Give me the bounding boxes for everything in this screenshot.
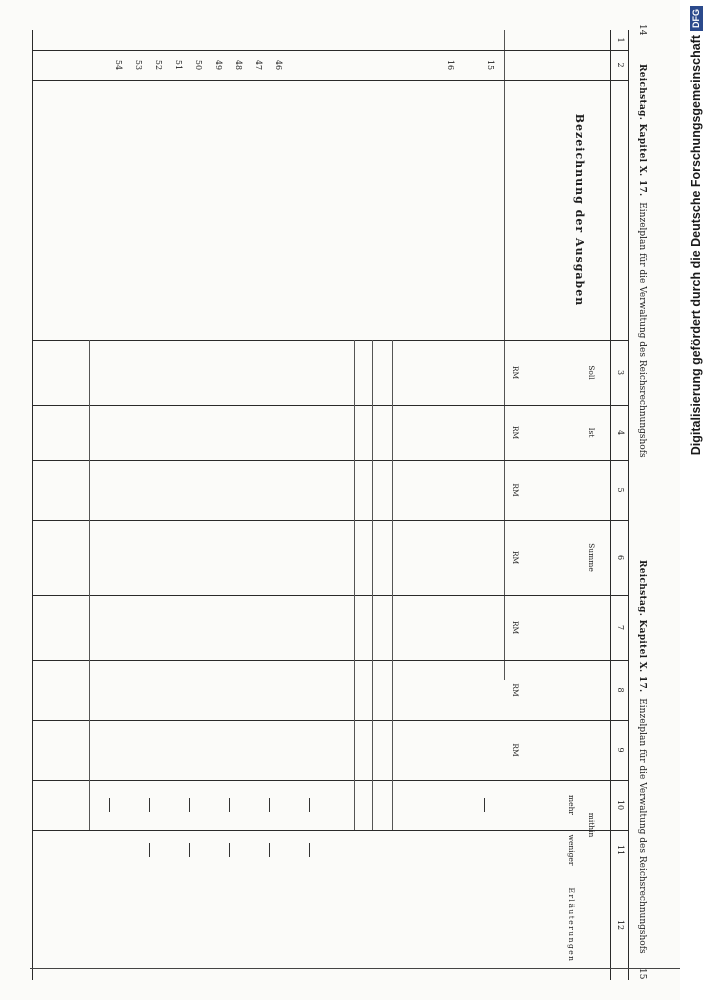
col-rule-2 — [33, 80, 629, 81]
dash-mark — [309, 843, 310, 857]
row-description — [351, 84, 369, 334]
column-number-rule — [610, 30, 611, 980]
dash-mark — [229, 843, 230, 857]
col-rule-9 — [33, 720, 629, 721]
sum-rule-3 — [354, 340, 355, 830]
row-description — [105, 84, 123, 334]
right-running-head: Reichstag. Kapitel X. 17. Einzelplan für die Verwaltung des Reichsrechnungshofs — [637, 560, 647, 954]
row-description — [477, 84, 495, 334]
dash-mark — [269, 843, 270, 857]
col-num-7: 7 — [616, 624, 625, 631]
col-num-3: 3 — [616, 369, 625, 376]
row-number: 15 — [486, 59, 495, 71]
dash-mark — [189, 798, 190, 812]
unit-rm-7: RM — [511, 620, 520, 635]
dash-mark — [309, 798, 310, 812]
col-rule-6 — [33, 520, 629, 521]
left-page-number: 14 — [637, 24, 647, 36]
row-number: 53 — [134, 59, 143, 71]
col-num-6: 6 — [616, 554, 625, 561]
dfg-logo: DFG — [690, 6, 703, 31]
col-num-1: 1 — [616, 37, 625, 43]
row-number: 48 — [234, 59, 243, 71]
dash-mark — [149, 798, 150, 812]
header-ist: Ist — [587, 427, 596, 438]
row-number: 54 — [114, 59, 123, 71]
col-num-9: 9 — [616, 747, 625, 753]
dash-mark — [109, 798, 110, 812]
header-rule — [504, 30, 505, 680]
row-description — [205, 84, 223, 334]
col-rule-4 — [33, 405, 629, 406]
col-num-11: 11 — [616, 844, 625, 856]
unit-rm-8: RM — [511, 683, 520, 697]
dash-mark — [189, 843, 190, 857]
unit-rm-9: RM — [511, 743, 520, 757]
col-num-8: 8 — [616, 687, 625, 693]
dash-mark — [149, 843, 150, 857]
row-description — [145, 84, 163, 334]
unit-rm-4: RM — [511, 425, 520, 440]
row-number: 52 — [154, 59, 163, 71]
dfg-stripe — [680, 0, 707, 1000]
dash-mark — [484, 798, 485, 812]
row-number: 50 — [194, 59, 203, 71]
col-num-12: 12 — [616, 919, 625, 931]
row-description — [245, 84, 263, 334]
unit-rm-5: RM — [511, 483, 520, 497]
row-number: 51 — [174, 59, 183, 71]
row-description — [265, 84, 283, 334]
col-rule-10 — [33, 780, 629, 781]
right-page-number: 15 — [637, 968, 647, 980]
col-num-10: 10 — [616, 799, 625, 811]
header-mithin: mithin — [587, 812, 596, 838]
sum-rule-2 — [372, 340, 373, 830]
unit-rm-3: RM — [511, 365, 520, 380]
row-number: 46 — [274, 59, 283, 71]
row-description — [299, 84, 317, 334]
row-description — [317, 84, 335, 334]
row-description — [369, 84, 387, 334]
col-rule-5 — [33, 460, 629, 461]
row-description — [165, 84, 183, 334]
col-num-2: 2 — [616, 62, 625, 68]
page-bottom-rule — [30, 968, 680, 969]
col-rule-8 — [33, 660, 629, 661]
sum-rule-1 — [392, 340, 393, 830]
dash-mark — [269, 798, 270, 812]
row-description — [281, 84, 299, 334]
row-description — [67, 84, 85, 334]
unit-rm-6: RM — [511, 550, 520, 565]
header-ausgaben: Bezeichnung der Ausgaben — [573, 113, 586, 307]
col-rule-1 — [33, 50, 629, 51]
sum-rule-4 — [89, 340, 90, 830]
col-num-4: 4 — [616, 429, 625, 436]
dfg-credit-text: Digitalisierung gefördert durch die Deutsche Forschungsgemeinschaft — [689, 35, 703, 456]
col-rule-7 — [33, 595, 629, 596]
header-mehr: mehr — [567, 795, 576, 815]
dash-mark — [229, 798, 230, 812]
header-summe: Summe — [587, 543, 596, 572]
row-description — [125, 84, 143, 334]
col-rule-3 — [33, 340, 629, 341]
row-number: 47 — [254, 59, 263, 71]
dfg-credit-line — [683, 0, 707, 1000]
row-description — [397, 84, 415, 334]
row-description — [185, 84, 203, 334]
top-rule — [628, 30, 629, 980]
left-running-head: Reichstag. Kapitel X. 17. Einzelplan für die Verwaltung des Reichsrechnungshofs — [637, 64, 647, 458]
col-num-5: 5 — [616, 487, 625, 493]
row-description — [225, 84, 243, 334]
header-weniger: weniger — [567, 834, 576, 866]
bottom-rule — [32, 30, 33, 980]
header-erlaeuterungen: Erläuterungen — [567, 887, 576, 963]
row-description — [437, 84, 455, 334]
header-soll: Soll — [587, 365, 596, 380]
row-number: 49 — [214, 59, 223, 71]
col-rule-11 — [33, 830, 629, 831]
row-number: 16 — [446, 59, 455, 71]
